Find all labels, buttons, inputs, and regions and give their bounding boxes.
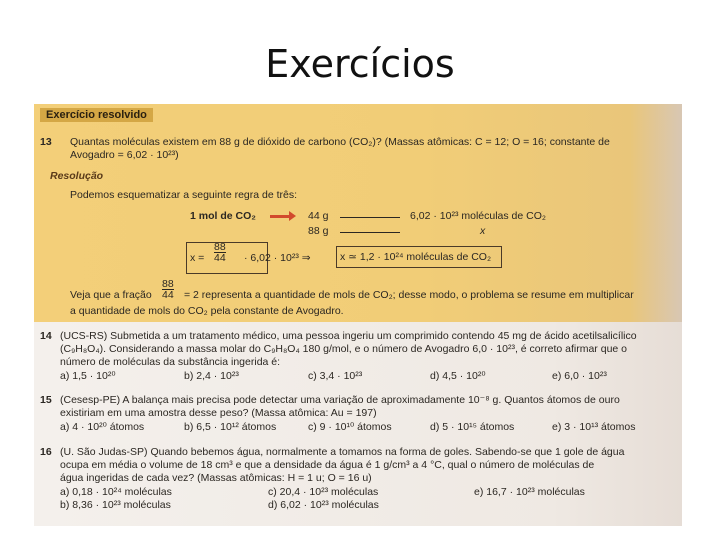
option-a: a) 1,5 · 10²⁰ xyxy=(60,370,116,382)
calc-rest: · 6,02 · 10²³ ⇒ xyxy=(244,252,311,264)
calc-result: x ≃ 1,2 · 10²⁴ moléculas de CO₂ xyxy=(340,251,492,263)
question-number: 14 xyxy=(40,330,52,342)
note-denominator: 44 xyxy=(162,289,174,301)
mol-label: 1 mol de CO₂ xyxy=(190,210,256,222)
question-number: 15 xyxy=(40,394,52,406)
calc-denominator: 44 xyxy=(214,252,226,264)
divider-line xyxy=(340,232,400,233)
avogadro-value: 6,02 · 10²³ moléculas de CO₂ xyxy=(410,210,546,222)
question-text-line: (Cesesp-PE) A balança mais precisa pode detectar uma variação de aproximadamente 10⁻⁸ g. Quantos átomos de ouro xyxy=(60,394,620,406)
option-d: d) 6,02 · 10²³ moléculas xyxy=(268,499,379,511)
unknown-x: x xyxy=(480,225,486,237)
question-text-line: existiriam em uma amostra desse peso? (Massa atômica: Au = 197) xyxy=(60,407,377,419)
calc-x: x = xyxy=(190,252,205,264)
question-text-line: número de moléculas da substância ingerida é: xyxy=(60,356,281,368)
mass-88: 88 g xyxy=(308,225,329,237)
option-b: b) 2,4 · 10²³ xyxy=(184,370,239,382)
option-b: b) 6,5 · 10¹² átomos xyxy=(184,421,277,433)
question-text-line: água ingeridas de cada vez? (Massas atômicas: H = 1 u; O = 16 u) xyxy=(60,472,372,484)
question-text-line: ocupa em média o volume de 18 cm³ e que a densidade da água é 1 g/cm³ a 4 °C, qual o número de moléculas de xyxy=(60,459,595,471)
option-a: a) 0,18 · 10²⁴ moléculas xyxy=(60,486,172,498)
exercises-panel xyxy=(34,322,682,526)
divider-line xyxy=(340,217,400,218)
option-d: d) 4,5 · 10²⁰ xyxy=(430,370,486,382)
option-e: e) 16,7 · 10²³ moléculas xyxy=(474,486,585,498)
question-text-line: (U. São Judas-SP) Quando bebemos água, normalmente a tomamos na forma de goles. Sabendo-se que 1 gole de água xyxy=(60,446,625,458)
question-text-line: Avogadro = 6,02 · 10²³) xyxy=(70,149,179,161)
slide-title: Exercícios xyxy=(265,42,455,86)
resolved-tag: Exercício resolvido xyxy=(40,108,153,122)
calc-fraction xyxy=(214,242,226,263)
note-fraction xyxy=(162,279,174,300)
note-text: a quantidade de mols do CO₂ pela constante de Avogadro. xyxy=(70,305,344,317)
option-a: a) 4 · 10²⁰ átomos xyxy=(60,421,145,433)
option-b: b) 8,36 · 10²³ moléculas xyxy=(60,499,171,511)
question-text-line: Quantas moléculas existem em 88 g de dióxido de carbono (CO₂)? (Massas atômicas: C = 12; O = 16; constante de xyxy=(70,136,610,148)
option-e: e) 6,0 · 10²³ xyxy=(552,370,607,382)
resolved-exercise-panel xyxy=(34,104,682,322)
option-e: e) 3 · 10¹³ átomos xyxy=(552,421,636,433)
rule-text: Podemos esquematizar a seguinte regra de três: xyxy=(70,189,298,201)
question-number: 16 xyxy=(40,446,52,458)
option-c: c) 9 · 10¹⁰ átomos xyxy=(308,421,392,433)
option-c: c) 3,4 · 10²³ xyxy=(308,370,363,382)
textbook-photo xyxy=(34,104,682,526)
note-text: = 2 representa a quantidade de mols de CO₂; desse modo, o problema se resume em multiplicar xyxy=(184,289,634,301)
question-text-line: (UCS-RS) Submetida a um tratamento médico, uma pessoa ingeriu um comprimido contendo 45 mg de ácido acetilsalicílico xyxy=(60,330,637,342)
option-c: c) 20,4 · 10²³ moléculas xyxy=(268,486,379,498)
resolution-label: Resolução xyxy=(50,170,104,182)
question-text-line: (C₉H₈O₄). Considerando a massa molar do C₉H₈O₄ 180 g/mol, e o número de Avogadro 6,0 · 10²³, é correto afirmar que o xyxy=(60,343,627,355)
red-arrow-icon xyxy=(270,215,290,218)
note-numerator: 88 xyxy=(162,278,174,290)
note-text: Veja que a fração xyxy=(70,289,152,301)
mass-44: 44 g xyxy=(308,210,329,222)
calc-numerator: 88 xyxy=(214,241,226,253)
option-d: d) 5 · 10¹⁵ átomos xyxy=(430,421,515,433)
question-number: 13 xyxy=(40,136,52,148)
